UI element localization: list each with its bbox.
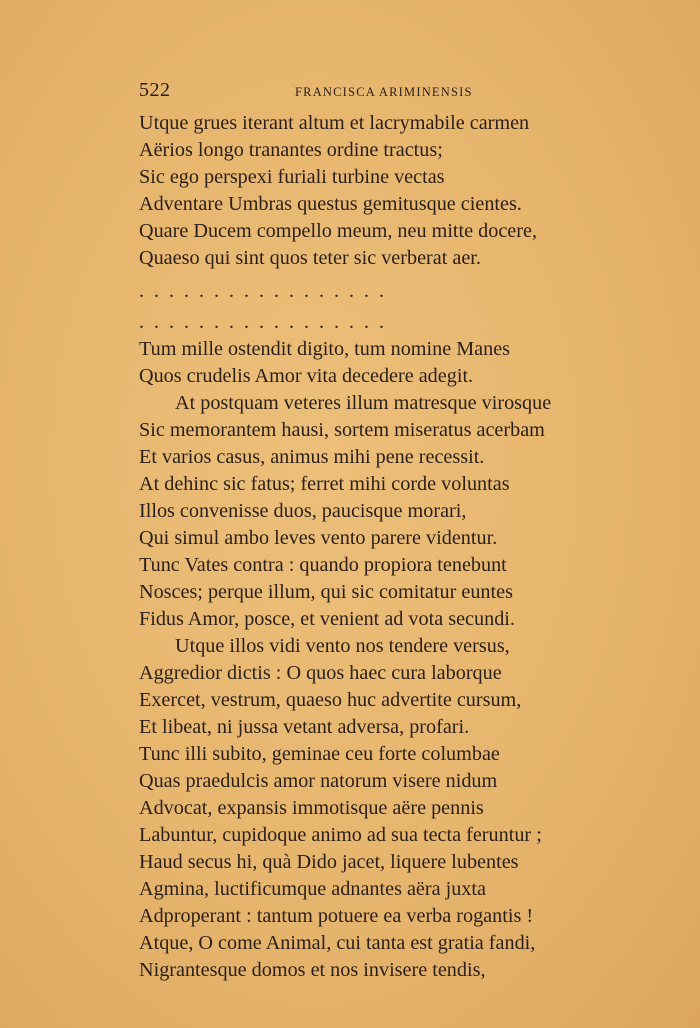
verse-line: Quos crudelis Amor vita decedere adegit. xyxy=(139,365,474,387)
verse-line: Haud secus hi, quà Dido jacet, liquere lubentes xyxy=(139,851,519,873)
page-header xyxy=(139,79,499,105)
verse-line: Fidus Amor, posce, et venient ad vota secundi. xyxy=(139,608,515,630)
verse-line: Aggredior dictis : O quos haec cura laborque xyxy=(139,662,502,684)
ellipsis-row: . . . . . . . . . . . . . . . . . xyxy=(139,311,384,333)
verse-line: Quaeso qui sint quos teter sic verberat aer. xyxy=(139,247,481,269)
verse-line: Quare Ducem compello meum, neu mitte docere, xyxy=(139,220,537,242)
verse-line: Nosces; perque illum, qui sic comitatur euntes xyxy=(139,581,513,603)
verse-line: Illos convenisse duos, paucisque morari, xyxy=(139,500,467,522)
verse-line: Exercet, vestrum, quaeso huc advertite cursum, xyxy=(139,689,522,711)
verse-line: Et varios casus, animus mihi pene recessit. xyxy=(139,446,485,468)
verse-line: Tum mille ostendit digito, tum nomine Manes xyxy=(139,338,511,360)
verse-line: Utque grues iterant altum et lacrymabile carmen xyxy=(139,112,530,134)
verse-line: Quas praedulcis amor natorum visere nidum xyxy=(139,770,498,792)
page-number: 522 xyxy=(139,79,171,101)
running-head: FRANCISCA ARIMINENSIS xyxy=(295,85,473,99)
verse-line: Qui simul ambo leves vento parere videntur. xyxy=(139,527,498,549)
verse-line: At postquam veteres illum matresque virosque xyxy=(175,392,552,414)
verse-line: Et libeat, ni jussa vetant adversa, profari. xyxy=(139,716,470,738)
verse-line: Aërios longo tranantes ordine tractus; xyxy=(139,139,443,161)
verse-line: Adproperant : tantum potuere ea verba rogantis ! xyxy=(139,905,534,927)
verse-line: Tunc Vates contra : quando propiora tenebunt xyxy=(139,554,507,576)
verse-line: Sic memorantem hausi, sortem miseratus acerbam xyxy=(139,419,545,441)
verse-line: Utque illos vidi vento nos tendere versus, xyxy=(175,635,510,657)
verse-line: Adventare Umbras questus gemitusque cientes. xyxy=(139,193,522,215)
poem-text xyxy=(139,110,639,984)
ellipsis-row: . . . . . . . . . . . . . . . . . xyxy=(139,280,384,302)
verse-line: Labuntur, cupidoque animo ad sua tecta feruntur ; xyxy=(139,824,542,846)
verse-line: Nigrantesque domos et nos invisere tendis, xyxy=(139,959,486,981)
verse-line: Advocat, expansis immotisque aëre pennis xyxy=(139,797,484,819)
verse-line: Sic ego perspexi furiali turbine vectas xyxy=(139,166,445,188)
verse-line: Tunc illi subito, geminae ceu forte columbae xyxy=(139,743,500,765)
verse-line: At dehinc sic fatus; ferret mihi corde voluntas xyxy=(139,473,510,495)
verse-line: Agmina, luctificumque adnantes aëra juxta xyxy=(139,878,486,900)
verse-line: Atque, O come Animal, cui tanta est gratia fandi, xyxy=(139,932,536,954)
